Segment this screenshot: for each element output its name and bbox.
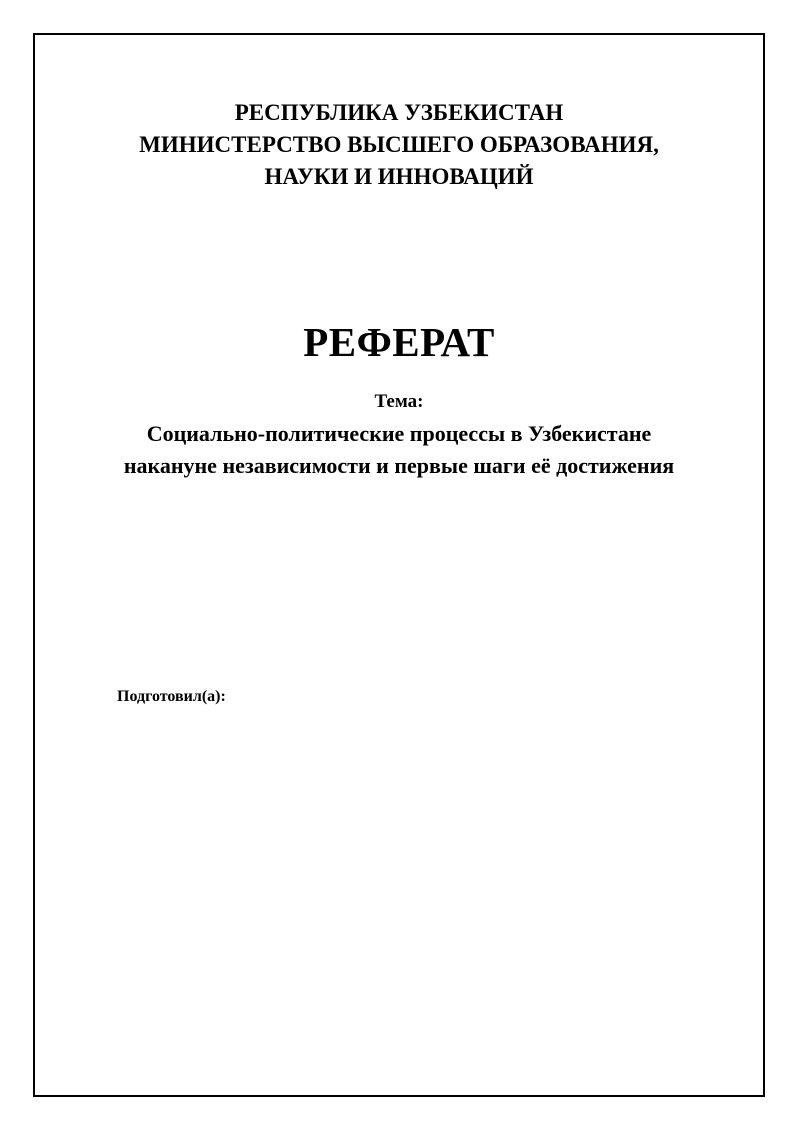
- page-border-frame: [33, 33, 765, 1097]
- header-ministry: МИНИСТЕРСТВО ВЫСШЕГО ОБРАЗОВАНИЯ,: [139, 132, 659, 157]
- prepared-by-label: Подготовил(а):: [117, 688, 226, 705]
- topic-line-2: накануне независимости и первые шаги её достижения: [123, 453, 675, 478]
- topic-title: [35, 418, 763, 482]
- document-type-title: РЕФЕРАТ: [303, 319, 495, 365]
- topic-label: Тема:: [374, 391, 424, 412]
- topic-line-1: Социально-политические процессы в Узбекистане: [146, 421, 652, 446]
- institution-header: [35, 97, 763, 193]
- header-ministry-continued: НАУКИ И ИННОВАЦИЙ: [264, 164, 534, 189]
- header-country: РЕСПУБЛИКА УЗБЕКИСТАН: [234, 100, 564, 125]
